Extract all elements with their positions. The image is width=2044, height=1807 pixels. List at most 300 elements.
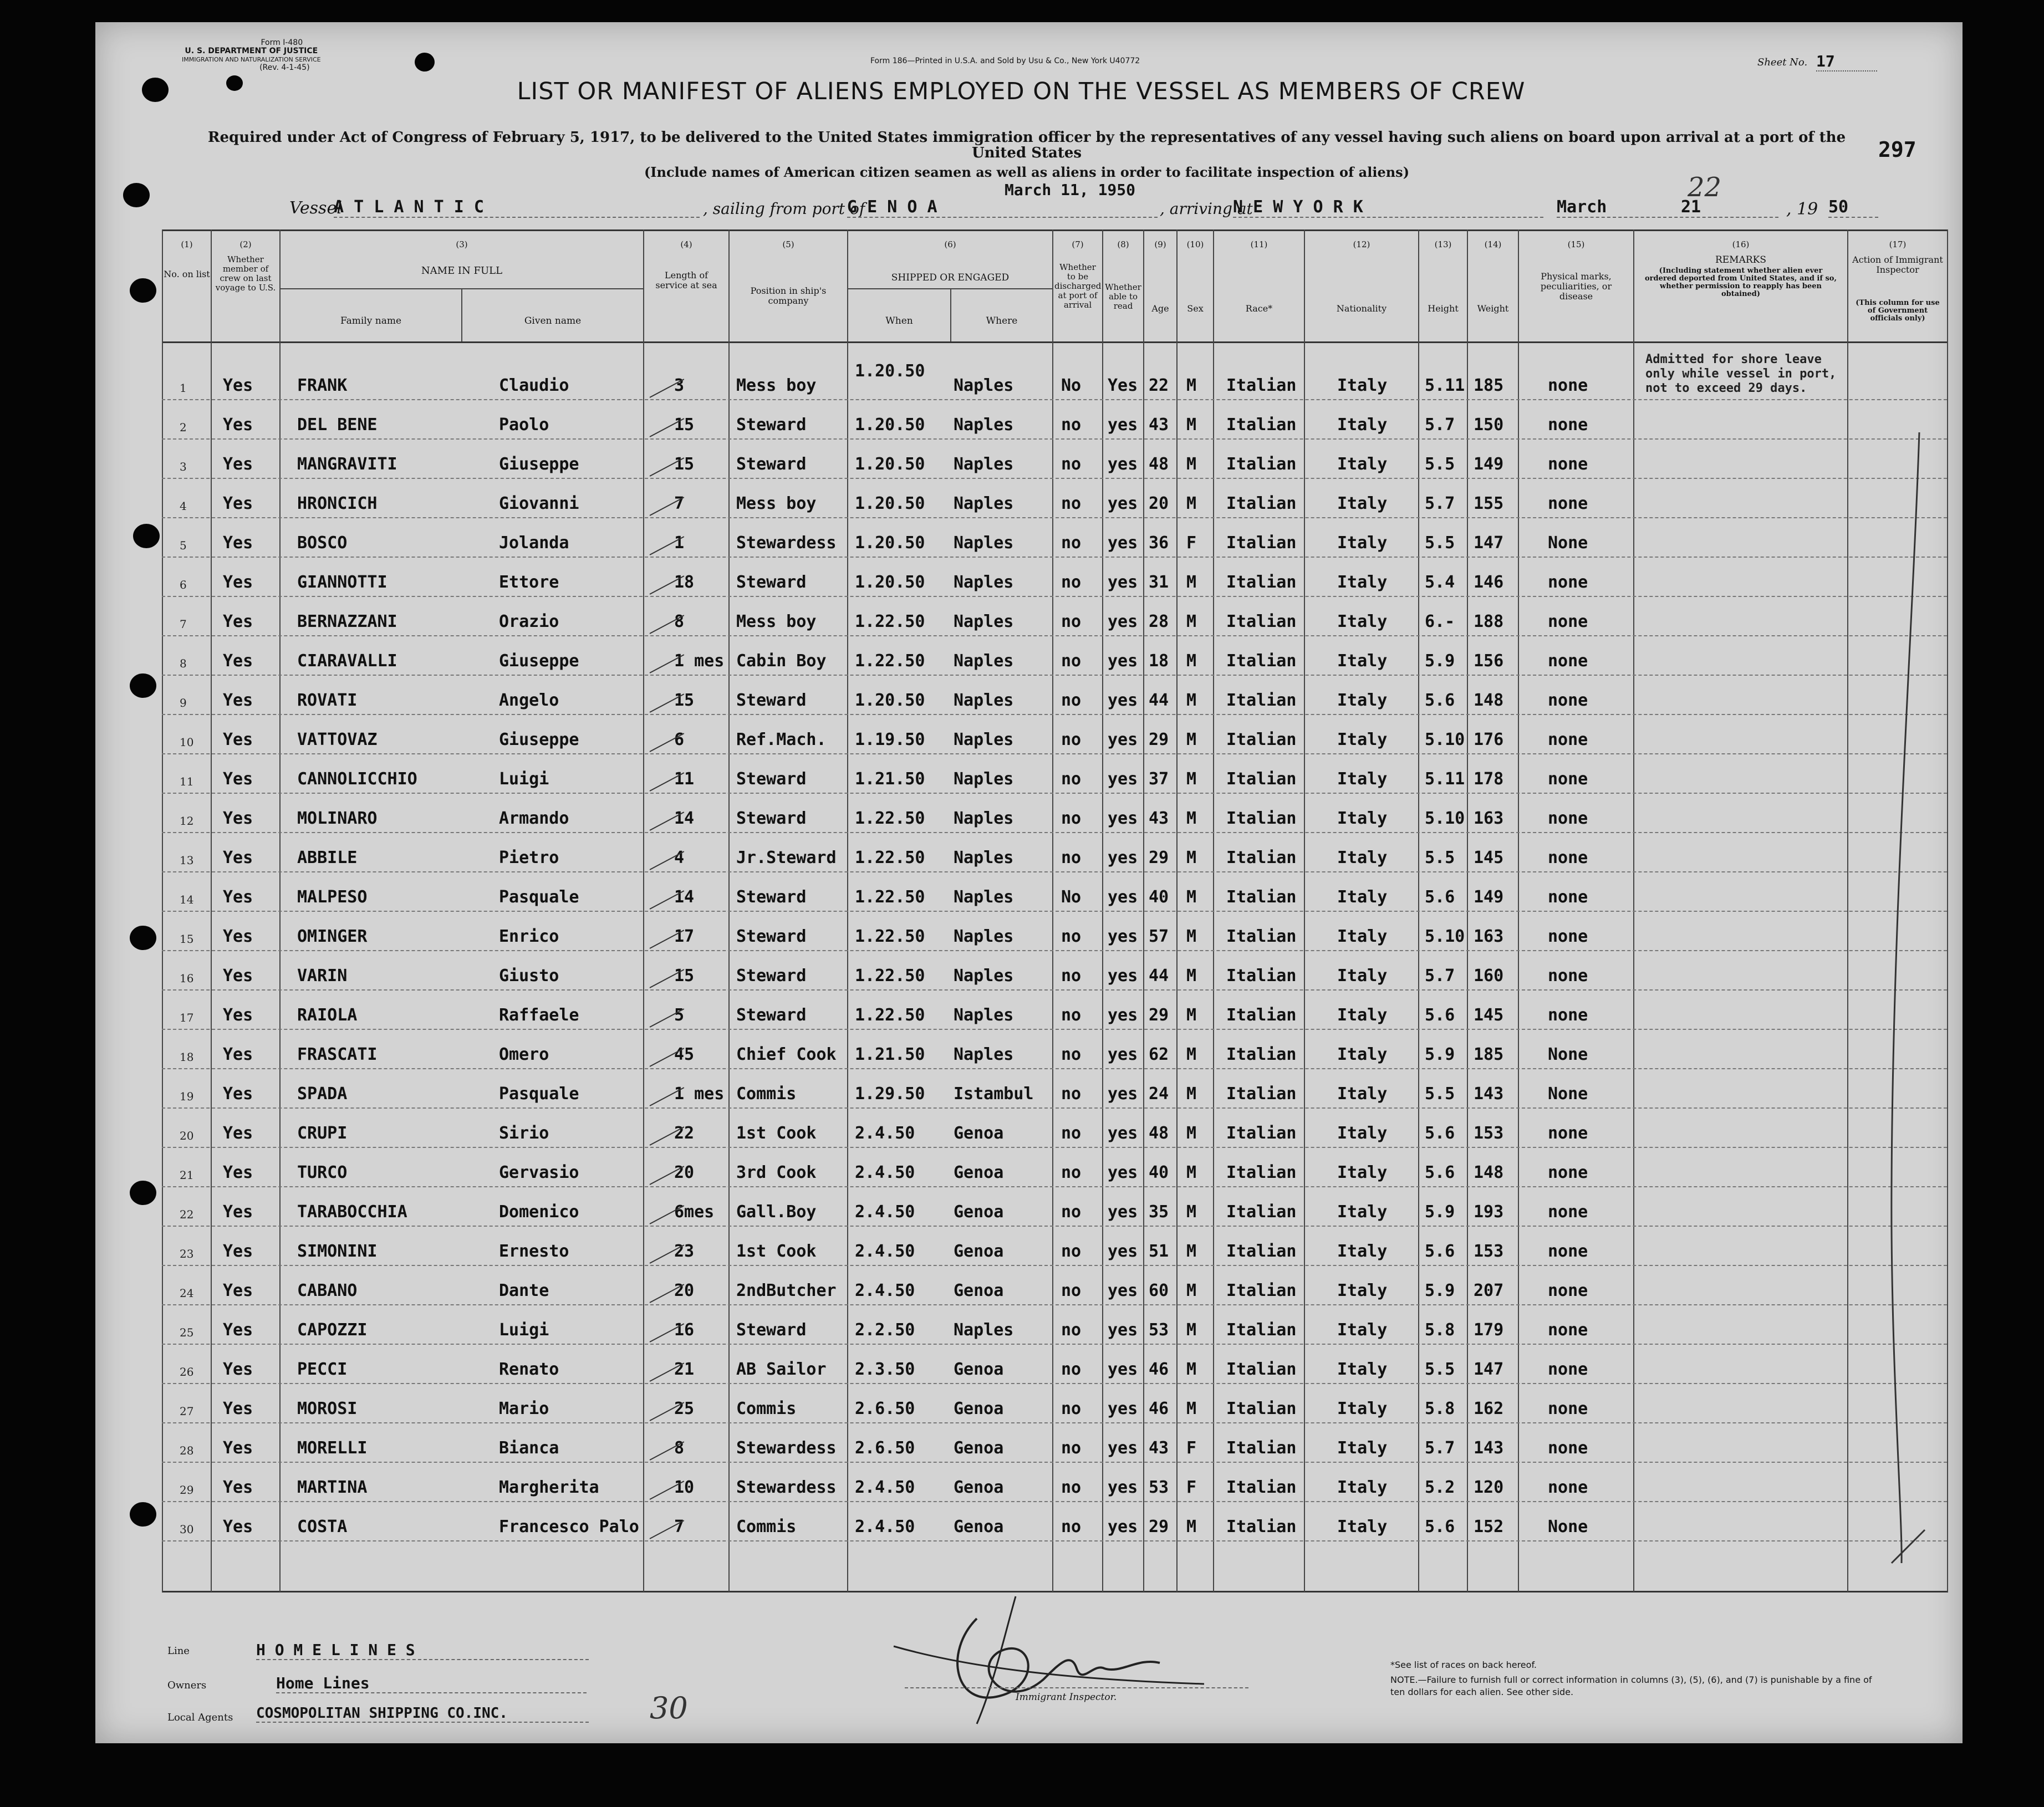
row-guide-line — [162, 1107, 1947, 1109]
cell-able-to-read: yes — [1108, 769, 1138, 789]
cell-weight: 176 — [1474, 730, 1504, 749]
cell-shipped-where: Istambul — [954, 1084, 1034, 1104]
cell-sex: M — [1186, 927, 1197, 946]
cell-shipped-where: Naples — [954, 848, 1014, 867]
cell-physical-marks: none — [1548, 1478, 1588, 1497]
cell-list-number: 23 — [180, 1247, 194, 1260]
cell-sex: M — [1186, 730, 1197, 749]
vessel-label: Vessel — [289, 198, 342, 218]
cell-race: Italian — [1226, 415, 1297, 435]
col-num-15: (15) — [1567, 239, 1585, 249]
cell-weight: 179 — [1474, 1320, 1504, 1340]
cell-sex: F — [1186, 1438, 1197, 1458]
cell-race: Italian — [1226, 533, 1297, 553]
cell-shipped-when: 2.6.50 — [855, 1438, 915, 1458]
cell-previous-voyage: Yes — [223, 769, 253, 789]
cell-position: Steward — [736, 809, 807, 828]
cell-discharged: no — [1061, 966, 1082, 986]
cell-nationality: Italy — [1337, 1281, 1388, 1300]
cell-nationality: Italy — [1337, 651, 1388, 671]
cell-sex: M — [1186, 769, 1197, 789]
cell-family-name: GIANNOTTI — [297, 573, 388, 592]
cell-shipped-where: Naples — [954, 455, 1014, 474]
row-guide-line — [162, 478, 1947, 479]
cell-nationality: Italy — [1337, 1438, 1388, 1458]
cell-able-to-read: yes — [1108, 415, 1138, 435]
cell-list-number: 21 — [180, 1168, 194, 1182]
cell-service-length: 8 — [674, 1438, 685, 1458]
cell-race: Italian — [1226, 887, 1297, 907]
cell-age: 43 — [1149, 809, 1169, 828]
cell-family-name: COSTA — [297, 1517, 348, 1537]
cell-discharged: no — [1061, 455, 1082, 474]
name-subheader-rule — [279, 288, 643, 289]
cell-sex: M — [1186, 1399, 1197, 1418]
cell-sex: M — [1186, 1281, 1197, 1300]
cell-previous-voyage: Yes — [223, 1281, 253, 1300]
cell-position: Mess boy — [736, 612, 817, 631]
col-header-remarks-note: (Including statement whether alien ever ordered deported from United States, and if so, whether permission to reapply has been obtained) — [1644, 267, 1837, 298]
cell-position: Commis — [736, 1517, 797, 1537]
cell-service-length: 6mes — [674, 1202, 715, 1222]
cell-given-name: Bianca — [499, 1438, 559, 1458]
cell-shipped-when: 1.22.50 — [855, 612, 925, 631]
cell-age: 18 — [1149, 651, 1169, 671]
cell-sex: M — [1186, 494, 1197, 513]
cell-given-name: Dante — [499, 1281, 549, 1300]
cell-able-to-read: yes — [1108, 1517, 1138, 1537]
cell-able-to-read: yes — [1108, 1478, 1138, 1497]
cell-weight: 185 — [1474, 1045, 1504, 1064]
cell-shipped-where: Naples — [954, 1005, 1014, 1025]
cell-given-name: Francesco Palo — [499, 1517, 639, 1537]
cell-race: Italian — [1226, 494, 1297, 513]
handwritten-count: 30 — [650, 1691, 688, 1726]
cell-height: 5.6 — [1425, 1517, 1455, 1537]
cell-sex: M — [1186, 1320, 1197, 1340]
cell-shipped-when: 1.20.50 — [855, 533, 925, 553]
cell-position: Steward — [736, 573, 807, 592]
punch-hole — [130, 1502, 156, 1527]
cell-sex: M — [1186, 848, 1197, 867]
cell-previous-voyage: Yes — [223, 966, 253, 986]
cell-age: 46 — [1149, 1360, 1169, 1379]
cell-nationality: Italy — [1337, 769, 1388, 789]
cell-age: 20 — [1149, 494, 1169, 513]
year-value: 50 — [1828, 197, 1878, 218]
cell-height: 5.6 — [1425, 1005, 1455, 1025]
col-num-10: (10) — [1186, 239, 1204, 249]
cell-service-length: 45 — [674, 1045, 695, 1064]
cell-height: 5.10 — [1425, 730, 1465, 749]
cell-position: Stewardess — [736, 1478, 837, 1497]
cell-race: Italian — [1226, 769, 1297, 789]
cell-given-name: Pietro — [499, 848, 559, 867]
form-revision: (Rev. 4-1-45) — [259, 63, 310, 72]
row-guide-line — [162, 1186, 1947, 1187]
col-header-height: Height — [1428, 303, 1459, 314]
row-guide-line — [162, 1304, 1947, 1305]
cell-weight: 152 — [1474, 1517, 1504, 1537]
arrival-day-handwritten: 22 — [1688, 172, 1722, 203]
cell-service-length: 22 — [674, 1124, 695, 1143]
cell-previous-voyage: Yes — [223, 533, 253, 553]
cell-sex: M — [1186, 1005, 1197, 1025]
cell-list-number: 11 — [180, 775, 194, 788]
cell-able-to-read: yes — [1108, 1124, 1138, 1143]
col-header-discharged: Whether to be discharged at port of arrival — [1054, 262, 1102, 310]
cell-given-name: Jolanda — [499, 533, 569, 553]
cell-physical-marks: none — [1548, 691, 1588, 710]
cell-nationality: Italy — [1337, 809, 1388, 828]
cell-position: Steward — [736, 455, 807, 474]
cell-list-number: 10 — [180, 736, 194, 749]
cell-previous-voyage: Yes — [223, 455, 253, 474]
cell-physical-marks: none — [1548, 1124, 1588, 1143]
arrival-day: 21 — [1681, 197, 1701, 217]
manifest-title: LIST OR MANIFEST OF ALIENS EMPLOYED ON THE VESSEL AS MEMBERS OF CREW — [517, 78, 1526, 105]
cell-list-number: 22 — [180, 1208, 194, 1221]
cell-family-name: MARTINA — [297, 1478, 368, 1497]
cell-age: 31 — [1149, 573, 1169, 592]
col-header-read: Whether able to read — [1105, 282, 1141, 311]
cell-previous-voyage: Yes — [223, 1045, 253, 1064]
cell-physical-marks: none — [1548, 1438, 1588, 1458]
cell-shipped-where: Naples — [954, 533, 1014, 553]
cell-weight: 143 — [1474, 1438, 1504, 1458]
cell-weight: 185 — [1474, 376, 1504, 395]
cell-physical-marks: none — [1548, 848, 1588, 867]
sheet-number: 17 — [1816, 52, 1877, 72]
cell-physical-marks: none — [1548, 494, 1588, 513]
cell-list-number: 30 — [180, 1523, 194, 1536]
cell-sex: M — [1186, 455, 1197, 474]
cell-height: 5.6 — [1425, 887, 1455, 907]
cell-shipped-where: Genoa — [954, 1517, 1004, 1537]
cell-family-name: CAPOZZI — [297, 1320, 368, 1340]
cell-shipped-where: Naples — [954, 651, 1014, 671]
cell-position: Steward — [736, 887, 807, 907]
cell-service-length: 6 — [674, 730, 685, 749]
cell-weight: 207 — [1474, 1281, 1504, 1300]
cell-shipped-when: 1.20.50 — [855, 494, 925, 513]
cell-sex: F — [1186, 1478, 1197, 1497]
cell-sex: M — [1186, 809, 1197, 828]
cell-shipped-when: 2.4.50 — [855, 1163, 915, 1182]
cell-sex: M — [1186, 573, 1197, 592]
cell-service-length: 1 mes — [674, 1084, 725, 1104]
cell-previous-voyage: Yes — [223, 1517, 253, 1537]
cell-family-name: TURCO — [297, 1163, 348, 1182]
cell-shipped-when: 1.22.50 — [855, 1005, 925, 1025]
cell-shipped-when: 2.4.50 — [855, 1202, 915, 1222]
cell-shipped-where: Genoa — [954, 1124, 1004, 1143]
cell-previous-voyage: Yes — [223, 494, 253, 513]
cell-able-to-read: yes — [1108, 730, 1138, 749]
cell-race: Italian — [1226, 1360, 1297, 1379]
cell-shipped-when: 2.2.50 — [855, 1320, 915, 1340]
cell-nationality: Italy — [1337, 1399, 1388, 1418]
cell-height: 5.11 — [1425, 769, 1465, 789]
cell-age: 48 — [1149, 1124, 1169, 1143]
cell-nationality: Italy — [1337, 494, 1388, 513]
cell-list-number: 28 — [180, 1444, 194, 1457]
cell-height: 5.9 — [1425, 1202, 1455, 1222]
punch-hole — [415, 53, 435, 72]
cell-given-name: Mario — [499, 1399, 549, 1418]
col-num-3: (3) — [456, 239, 468, 249]
col-header-remarks: REMARKS — [1715, 254, 1767, 266]
penalty-note: NOTE.—Failure to furnish full or correct information in columns (3), (5), (6), and (7) is punishable by a fine of ten dollars for each alien. See other side. — [1390, 1675, 1872, 1697]
cell-discharged: no — [1061, 1045, 1082, 1064]
col-num-14: (14) — [1484, 239, 1502, 249]
cell-sex: M — [1186, 1163, 1197, 1182]
cell-nationality: Italy — [1337, 1163, 1388, 1182]
department-sub: IMMIGRATION AND NATURALIZATION SERVICE — [182, 56, 321, 63]
cell-list-number: 27 — [180, 1405, 194, 1418]
cell-height: 5.7 — [1425, 415, 1455, 435]
cell-age: 29 — [1149, 848, 1169, 867]
cell-weight: 143 — [1474, 1084, 1504, 1104]
cell-physical-marks: None — [1548, 1045, 1588, 1064]
cell-previous-voyage: Yes — [223, 730, 253, 749]
col-header-action-note: (This column for use of Government officials only) — [1856, 299, 1940, 323]
cell-physical-marks: none — [1548, 887, 1588, 907]
arriving-label: , arriving at — [1160, 200, 1253, 218]
cell-shipped-where: Genoa — [954, 1399, 1004, 1418]
cell-position: Steward — [736, 769, 807, 789]
cell-race: Italian — [1226, 651, 1297, 671]
cell-discharged: No — [1061, 376, 1082, 395]
cell-family-name: ABBILE — [297, 848, 358, 867]
cell-shipped-where: Genoa — [954, 1163, 1004, 1182]
punch-hole — [130, 926, 156, 950]
cell-list-number: 1 — [180, 381, 187, 395]
cell-sex: M — [1186, 887, 1197, 907]
cell-sex: M — [1186, 1202, 1197, 1222]
cell-physical-marks: none — [1548, 1320, 1588, 1340]
cell-age: 60 — [1149, 1281, 1169, 1300]
cell-nationality: Italy — [1337, 573, 1388, 592]
col-header-nationality: Nationality — [1336, 303, 1387, 314]
cell-height: 5.6 — [1425, 1242, 1455, 1261]
cell-position: Chief Cook — [736, 1045, 837, 1064]
col-header-family-name: Family name — [340, 315, 402, 326]
shipped-subheader-rule — [847, 288, 1052, 289]
cell-physical-marks: none — [1548, 612, 1588, 631]
col-header-inspector-action: Action of Immigrant Inspector — [1852, 254, 1943, 275]
cell-family-name: FRANK — [297, 376, 348, 395]
cell-discharged: no — [1061, 848, 1082, 867]
cell-sex: M — [1186, 1124, 1197, 1143]
row-guide-line — [162, 714, 1947, 715]
cell-height: 5.9 — [1425, 1281, 1455, 1300]
cell-able-to-read: yes — [1108, 573, 1138, 592]
cell-physical-marks: none — [1548, 651, 1588, 671]
row-guide-line — [162, 596, 1947, 597]
cell-discharged: no — [1061, 691, 1082, 710]
cell-service-length: 25 — [674, 1399, 695, 1418]
cell-race: Italian — [1226, 1084, 1297, 1104]
cell-previous-voyage: Yes — [223, 573, 253, 592]
row-guide-line — [162, 950, 1947, 951]
cell-race: Italian — [1226, 1320, 1297, 1340]
cell-previous-voyage: Yes — [223, 1478, 253, 1497]
row-guide-line — [162, 1265, 1947, 1266]
cell-list-number: 4 — [180, 499, 187, 513]
cell-position: Stewardess — [736, 533, 837, 553]
cell-list-number: 29 — [180, 1483, 194, 1497]
col-num-17: (17) — [1889, 239, 1907, 249]
form-id-block — [182, 39, 321, 72]
cell-previous-voyage: Yes — [223, 1438, 253, 1458]
cell-nationality: Italy — [1337, 376, 1388, 395]
cell-previous-voyage: Yes — [223, 1163, 253, 1182]
cell-list-number: 20 — [180, 1129, 194, 1142]
cell-nationality: Italy — [1337, 966, 1388, 986]
row-guide-line — [162, 753, 1947, 754]
owners-value: Home Lines — [276, 1674, 587, 1693]
cell-nationality: Italy — [1337, 1045, 1388, 1064]
cell-list-number: 15 — [180, 932, 194, 946]
row-guide-line — [162, 517, 1947, 518]
cell-given-name: Renato — [499, 1360, 559, 1379]
cell-family-name: MOLINARO — [297, 809, 378, 828]
col-header-given-name: Given name — [524, 315, 582, 326]
sailing-label: , sailing from port of — [703, 200, 865, 218]
cell-age: 29 — [1149, 1517, 1169, 1537]
cell-height: 5.8 — [1425, 1399, 1455, 1418]
cell-age: 29 — [1149, 1005, 1169, 1025]
cell-position: Steward — [736, 966, 807, 986]
cell-service-length: 18 — [674, 573, 695, 592]
cell-weight: 148 — [1474, 1163, 1504, 1182]
cell-age: 24 — [1149, 1084, 1169, 1104]
cell-previous-voyage: Yes — [223, 612, 253, 631]
cell-nationality: Italy — [1337, 533, 1388, 553]
cell-position: Gall.Boy — [736, 1202, 817, 1222]
cell-race: Italian — [1226, 1005, 1297, 1025]
cell-position: Mess boy — [736, 494, 817, 513]
cell-service-length: 17 — [674, 927, 695, 946]
cell-height: 5.10 — [1425, 809, 1465, 828]
cell-able-to-read: yes — [1108, 1163, 1138, 1182]
cell-previous-voyage: Yes — [223, 887, 253, 907]
row-guide-line — [162, 399, 1947, 400]
cell-position: Steward — [736, 1320, 807, 1340]
cell-service-length: 3 — [674, 376, 685, 395]
cell-previous-voyage: Yes — [223, 1202, 253, 1222]
cell-given-name: Giuseppe — [499, 651, 579, 671]
cell-list-number: 16 — [180, 972, 194, 985]
cell-family-name: ROVATI — [297, 691, 358, 710]
cell-discharged: no — [1061, 769, 1082, 789]
cell-given-name: Armando — [499, 809, 569, 828]
cell-shipped-when: 2.4.50 — [855, 1478, 915, 1497]
cell-given-name: Domenico — [499, 1202, 579, 1222]
col-num-8: (8) — [1117, 239, 1129, 249]
cell-nationality: Italy — [1337, 887, 1388, 907]
form-id: Form I-480 — [261, 38, 303, 47]
cell-height: 5.5 — [1425, 1084, 1455, 1104]
cell-list-number: 26 — [180, 1365, 194, 1379]
cell-able-to-read: yes — [1108, 1202, 1138, 1222]
cell-age: 37 — [1149, 769, 1169, 789]
cell-physical-marks: none — [1548, 1163, 1588, 1182]
cell-race: Italian — [1226, 376, 1297, 395]
cell-position: Commis — [736, 1084, 797, 1104]
cell-shipped-where: Naples — [954, 415, 1014, 435]
cell-list-number: 25 — [180, 1326, 194, 1339]
cell-position: 1st Cook — [736, 1242, 817, 1261]
cell-height: 5.5 — [1425, 1360, 1455, 1379]
cell-shipped-when: 1.22.50 — [855, 927, 925, 946]
cell-physical-marks: none — [1548, 730, 1588, 749]
cell-family-name: CANNOLICCHIO — [297, 769, 417, 789]
cell-service-length: 21 — [674, 1360, 695, 1379]
cell-able-to-read: yes — [1108, 1360, 1138, 1379]
cell-previous-voyage: Yes — [223, 376, 253, 395]
cell-shipped-when: 2.4.50 — [855, 1281, 915, 1300]
cell-race: Italian — [1226, 848, 1297, 867]
cell-sex: M — [1186, 651, 1197, 671]
cell-service-length: 1 — [674, 533, 685, 553]
cell-race: Italian — [1226, 612, 1297, 631]
cell-discharged: no — [1061, 730, 1082, 749]
cell-list-number: 19 — [180, 1090, 194, 1103]
col-num-9: (9) — [1154, 239, 1166, 249]
cell-discharged: no — [1061, 1438, 1082, 1458]
cell-race: Italian — [1226, 1438, 1297, 1458]
cell-weight: 156 — [1474, 651, 1504, 671]
cell-nationality: Italy — [1337, 1478, 1388, 1497]
cell-race: Italian — [1226, 1478, 1297, 1497]
cell-weight: 150 — [1474, 415, 1504, 435]
cell-shipped-when: 1.21.50 — [855, 1045, 925, 1064]
cell-given-name: Pasquale — [499, 887, 579, 907]
races-note: *See list of races on back hereof. — [1390, 1660, 1537, 1670]
row-guide-line — [162, 1422, 1947, 1423]
cell-race: Italian — [1226, 1045, 1297, 1064]
cell-weight: 178 — [1474, 769, 1504, 789]
cell-physical-marks: none — [1548, 809, 1588, 828]
cell-given-name: Giusto — [499, 966, 559, 986]
cell-shipped-where: Genoa — [954, 1360, 1004, 1379]
cell-able-to-read: yes — [1108, 809, 1138, 828]
col-num-4: (4) — [680, 239, 692, 249]
cell-list-number: 6 — [180, 578, 187, 591]
cell-service-length: 15 — [674, 455, 695, 474]
cell-family-name: SPADA — [297, 1084, 348, 1104]
cell-shipped-when: 1.29.50 — [855, 1084, 925, 1104]
cell-shipped-when: 1.20.50 — [855, 415, 925, 435]
cell-shipped-where: Genoa — [954, 1438, 1004, 1458]
cell-age: 40 — [1149, 887, 1169, 907]
cell-previous-voyage: Yes — [223, 1005, 253, 1025]
punch-hole — [226, 75, 243, 91]
printer-line: Form 186—Printed in U.S.A. and Sold by Usu & Co., New York U40772 — [870, 57, 1140, 65]
cell-weight: 162 — [1474, 1399, 1504, 1418]
col-header-no: No. on list — [164, 269, 210, 279]
cell-shipped-when: 1.21.50 — [855, 769, 925, 789]
cell-able-to-read: yes — [1108, 1005, 1138, 1025]
cell-family-name: CABANO — [297, 1281, 358, 1300]
cell-position: 1st Cook — [736, 1124, 817, 1143]
cell-service-length: 5 — [674, 1005, 685, 1025]
cell-shipped-where: Naples — [954, 573, 1014, 592]
cell-service-length: 15 — [674, 415, 695, 435]
cell-given-name: Margherita — [499, 1478, 599, 1497]
